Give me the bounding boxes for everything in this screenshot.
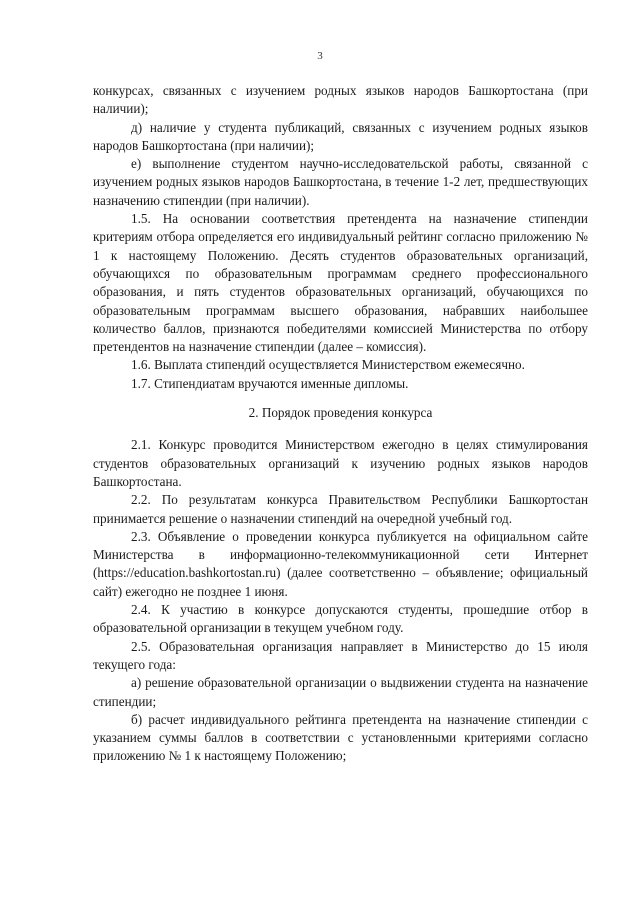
document-body <box>93 82 588 766</box>
paragraph-1-7: 1.7. Стипендиатам вручаются именные дипломы. <box>131 375 409 391</box>
paragraph-2-1: 2.1. Конкурс проводится Министерством ежегодно в целях стимулирования студентов образовательных организаций к изучению родных языков народов Башкортостана. <box>93 437 588 489</box>
paragraph-item-a: а) решение образовательной организации о выдвижении студента на назначение стипендии; <box>93 675 588 709</box>
paragraph-item-b: б) расчет индивидуального рейтинга претендента на назначение стипендии с указанием суммы баллов в соответствии с установленными критериями согласно приложению № 1 к настоящему Положению; <box>93 711 588 764</box>
paragraph-1-6: 1.6. Выплата стипендий осуществляется Министерством ежемесячно. <box>131 357 525 373</box>
paragraph-1-5: 1.5. На основании соответствия претендента на назначение стипендии критериям отбора определяется его индивидуальный рейтинг согласно приложению № 1 к настоящему Положению. Десять студентов образовательных организаций, обучающихся по образовательным программам среднего профессионального образования, и пять студентов образовательных организаций, обучающихся по образовательным программам высшего образования, набравших наибольшее количество баллов, признаются победителями комиссией Министерства по отбору претендентов на назначение стипендии (далее – комиссия). <box>93 211 588 355</box>
paragraph-2-2: 2.2. По результатам конкурса Правительством Республики Башкортостан принимается решение о назначении стипендий на очередной учебный год. <box>93 492 588 526</box>
section-heading: 2. Порядок проведения конкурса <box>248 405 433 421</box>
paragraph-2-3: 2.3. Объявление о проведении конкурса публикуется на официальном сайте Министерства в информационно-телекоммуникационной сети Интернет (https://education.bashkortostan.ru) (далее соответственно – объявление; официальный сайт) ежегодно не позднее 1 июня. <box>93 528 588 599</box>
paragraph-2-5: 2.5. Образовательная организация направляет в Министерство до 15 июля текущего года: <box>93 638 588 672</box>
page-number: 3 <box>317 50 323 62</box>
paragraph-continuation: конкурсах, связанных с изучением родных языков народов Башкортостана (при наличии); <box>93 83 588 117</box>
paragraph-item-d: д) наличие у студента публикаций, связанных с изучением родных языков народов Башкортостана (при наличии); <box>93 119 588 153</box>
paragraph-item-e: е) выполнение студентом научно-исследовательской работы, связанной с изучением родных языков народов Башкортостана, в течение 1-2 лет, предшествующих назначению стипендии (при наличии). <box>93 156 588 208</box>
paragraph-2-4: 2.4. К участию в конкурсе допускаются студенты, прошедшие отбор в образовательной организации в текущем учебном году. <box>93 602 588 636</box>
